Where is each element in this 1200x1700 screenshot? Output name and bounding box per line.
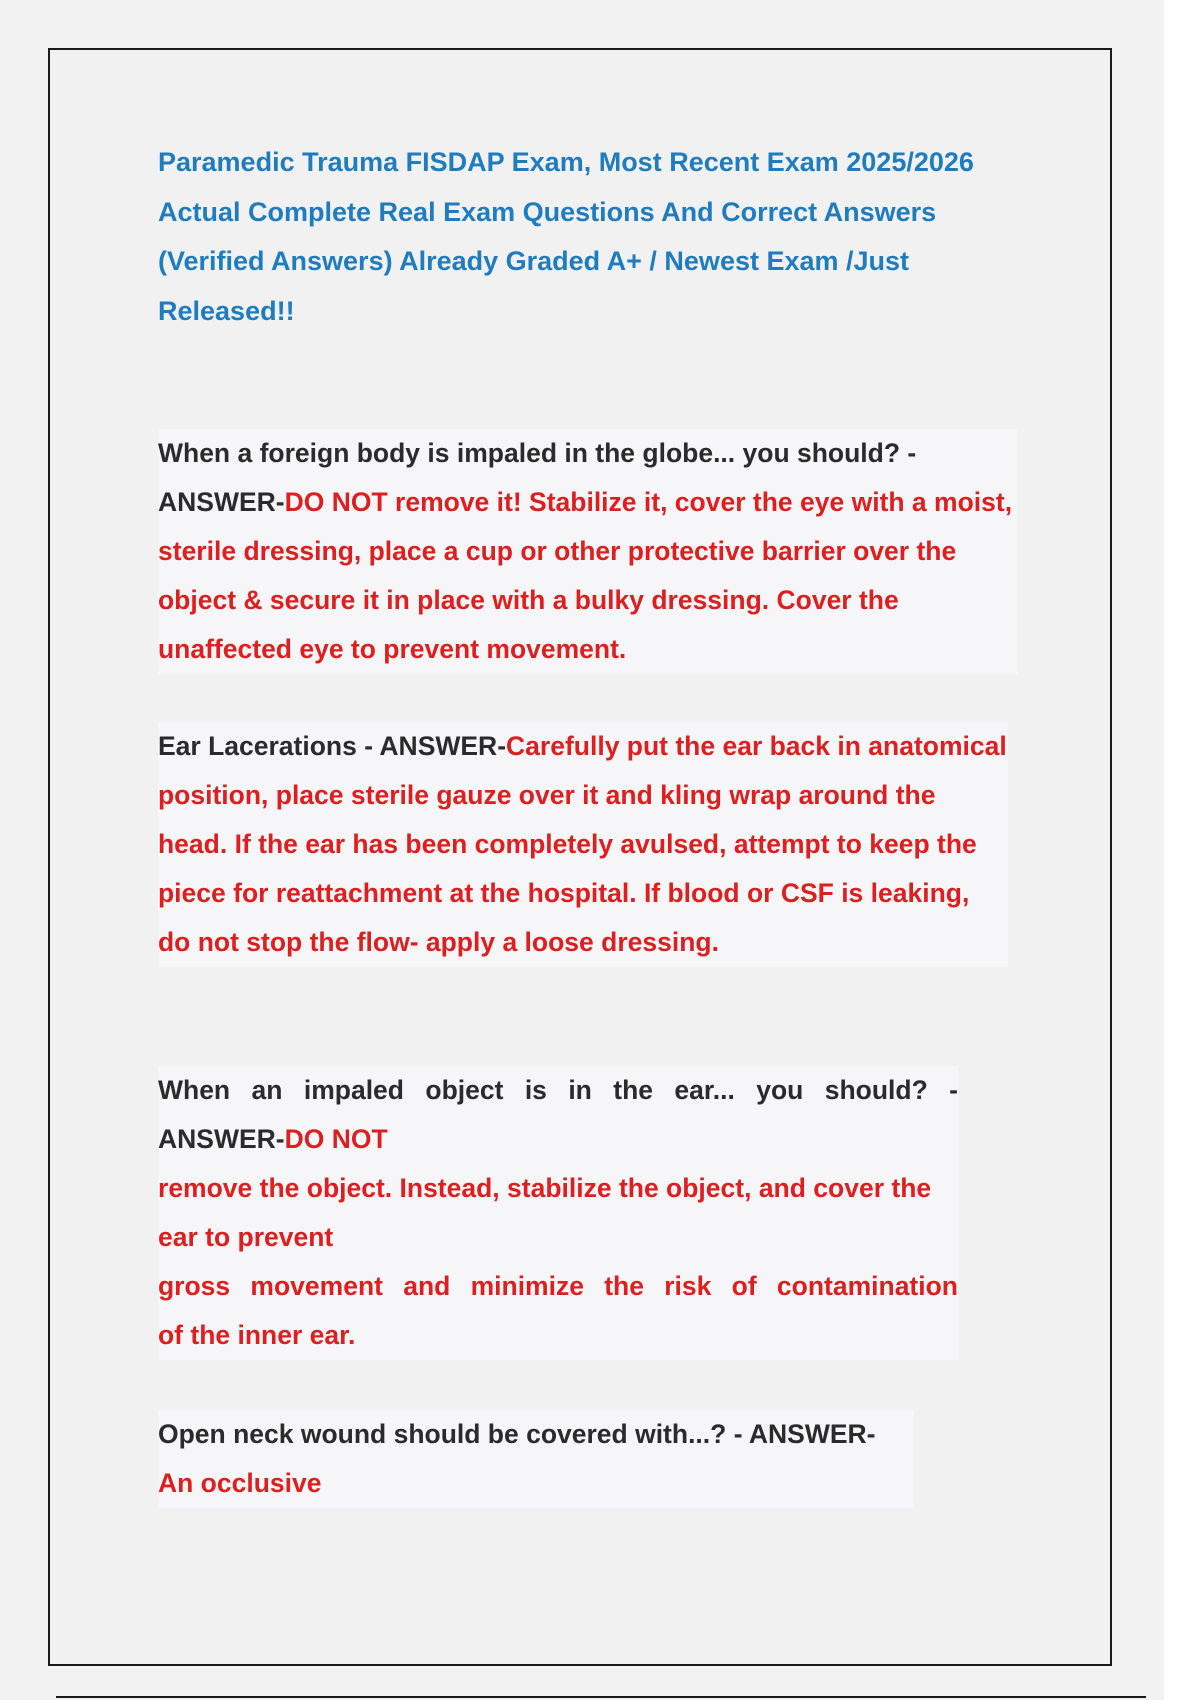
qa-item	[158, 1410, 914, 1508]
answer-text: DO NOT	[284, 1124, 388, 1154]
answer-text: An occlusive	[158, 1468, 322, 1498]
title-line: Actual Complete Real Exam Questions And Correct Answers	[158, 196, 937, 227]
qa-item	[158, 722, 1008, 967]
right-gutter	[1164, 0, 1200, 1700]
answer-text: Carefully put the ear back in anatomical position, place sterile gauze over it and kling wrap around the head. If the ear has been completely avulsed, attempt to keep the piece for reattachment at the hospital. If blood or CSF is leaking, do not stop the flow- apply a loose dressing.	[158, 731, 1007, 957]
title-line: Paramedic Trauma FISDAP Exam, Most Recent Exam 2025/2026	[158, 147, 974, 177]
question-text: Ear Lacerations -	[158, 731, 380, 761]
title-line: (Verified Answers) Already Graded A+ / Newest Exam /Just	[158, 246, 910, 276]
question-text: Open neck wound should be covered with...? - ANSWER-	[158, 1419, 876, 1449]
answer-text: ear to prevent	[158, 1222, 334, 1252]
answer-text: DO NOT remove it! Stabilize it, cover the eye with a moist, sterile dressing, place a cup or other protective barrier over the object & secure it in place with a bulky dressing. Cover the unaffected eye to prevent movement.	[158, 487, 1013, 664]
title-line: Released!!	[158, 295, 295, 326]
document-title	[158, 138, 1028, 336]
answer-label: ANSWER-	[158, 487, 285, 517]
answer-text: of the inner ear.	[158, 1320, 356, 1350]
question-text: When an impaled object is in the ear... you should? -	[158, 1075, 958, 1105]
qa-item	[158, 1066, 958, 1360]
page-divider	[56, 1696, 1146, 1698]
answer-text: gross movement and minimize the risk of contamination	[158, 1271, 958, 1301]
answer-label: ANSWER-	[158, 1124, 285, 1154]
answer-text: remove the object. Instead, stabilize the object, and cover the	[158, 1173, 932, 1203]
qa-item	[158, 429, 1018, 674]
answer-label: ANSWER-	[379, 731, 507, 761]
question-text: When a foreign body is impaled in the globe... you should? -	[158, 438, 917, 468]
